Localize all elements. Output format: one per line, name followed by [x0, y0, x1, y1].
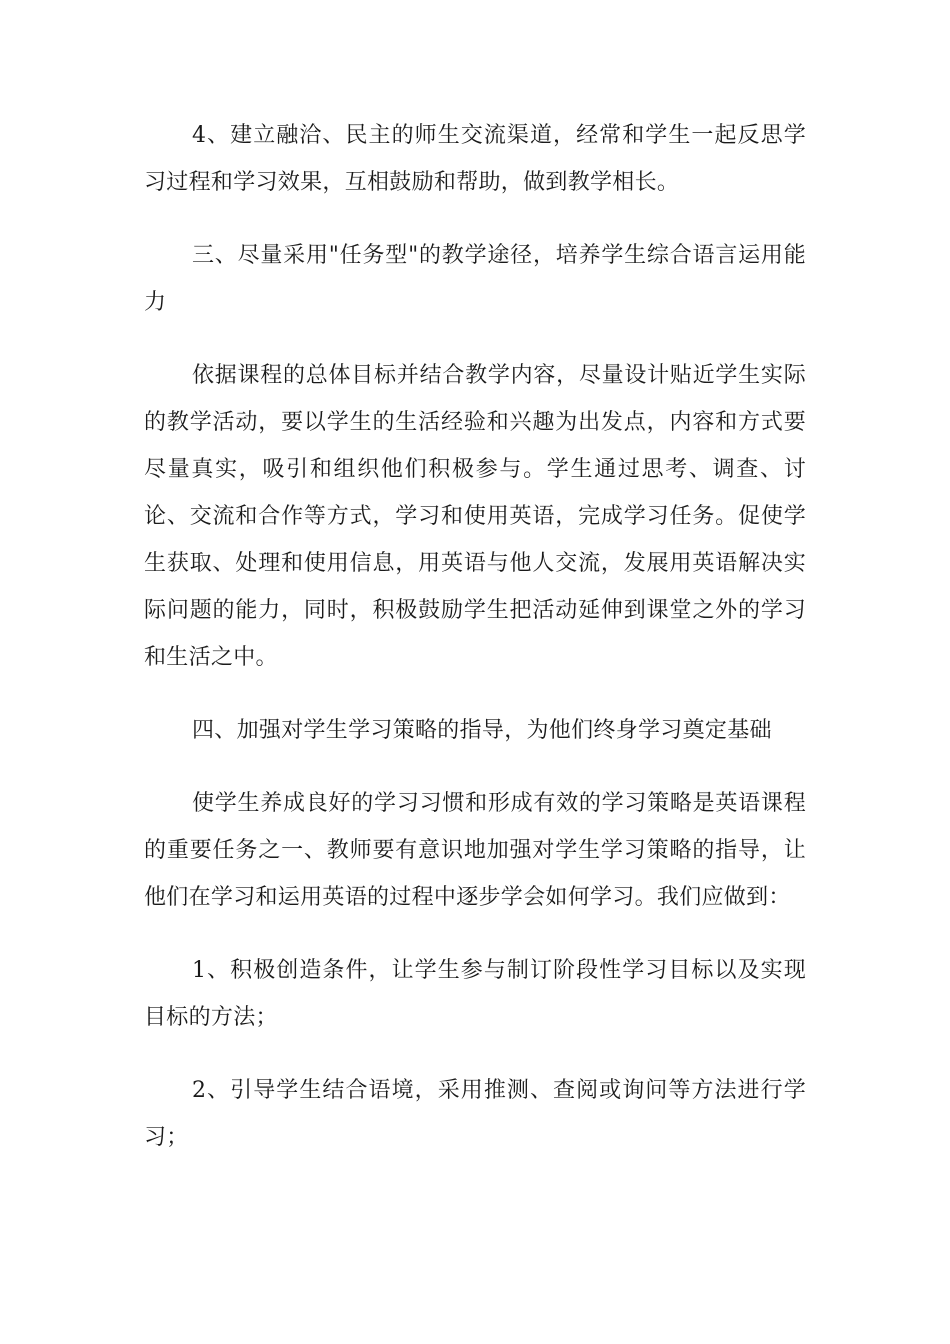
document-body	[144, 112, 806, 1161]
list-item-2-context: 2、引导学生结合语境，采用推测、查阅或询问等方法进行学习；	[144, 1078, 806, 1150]
paragraph-task-based-activities: 依据课程的总体目标并结合教学内容，尽量设计贴近学生实际的教学活动，要以学生的生活经验和兴趣为出发点，内容和方式要尽量真实，吸引和组织他们积极参与。学生通过思考、调查、讨论、交流和合作等方式，学习和使用英语，完成学习任务。促使学生获取、处理和使用信息，用英语与他人交流，发展用英语解决实际问题的能力，同时，积极鼓励学生把活动延伸到课堂之外的学习和生活之中。	[144, 363, 806, 670]
paragraph-item-4-communication: 4、建立融洽、民主的师生交流渠道，经常和学生一起反思学习过程和学习效果，互相鼓励和帮助，做到教学相长。	[144, 123, 806, 195]
section-heading-learning-strategies: 四、加强对学生学习策略的指导，为他们终身学习奠定基础	[192, 718, 772, 743]
paragraph-learning-strategies: 使学生养成良好的学习习惯和形成有效的学习策略是英语课程的重要任务之一、教师要有意识地加强对学生学习策略的指导，让他们在学习和运用英语的过程中逐步学会如何学习。我们应做到：	[144, 791, 806, 910]
list-item-1-goals: 1、积极创造条件，让学生参与制订阶段性学习目标以及实现目标的方法；	[144, 958, 806, 1030]
section-heading-task-based: 三、尽量采用"任务型"的教学途径，培养学生综合语言运用能力	[144, 243, 806, 315]
